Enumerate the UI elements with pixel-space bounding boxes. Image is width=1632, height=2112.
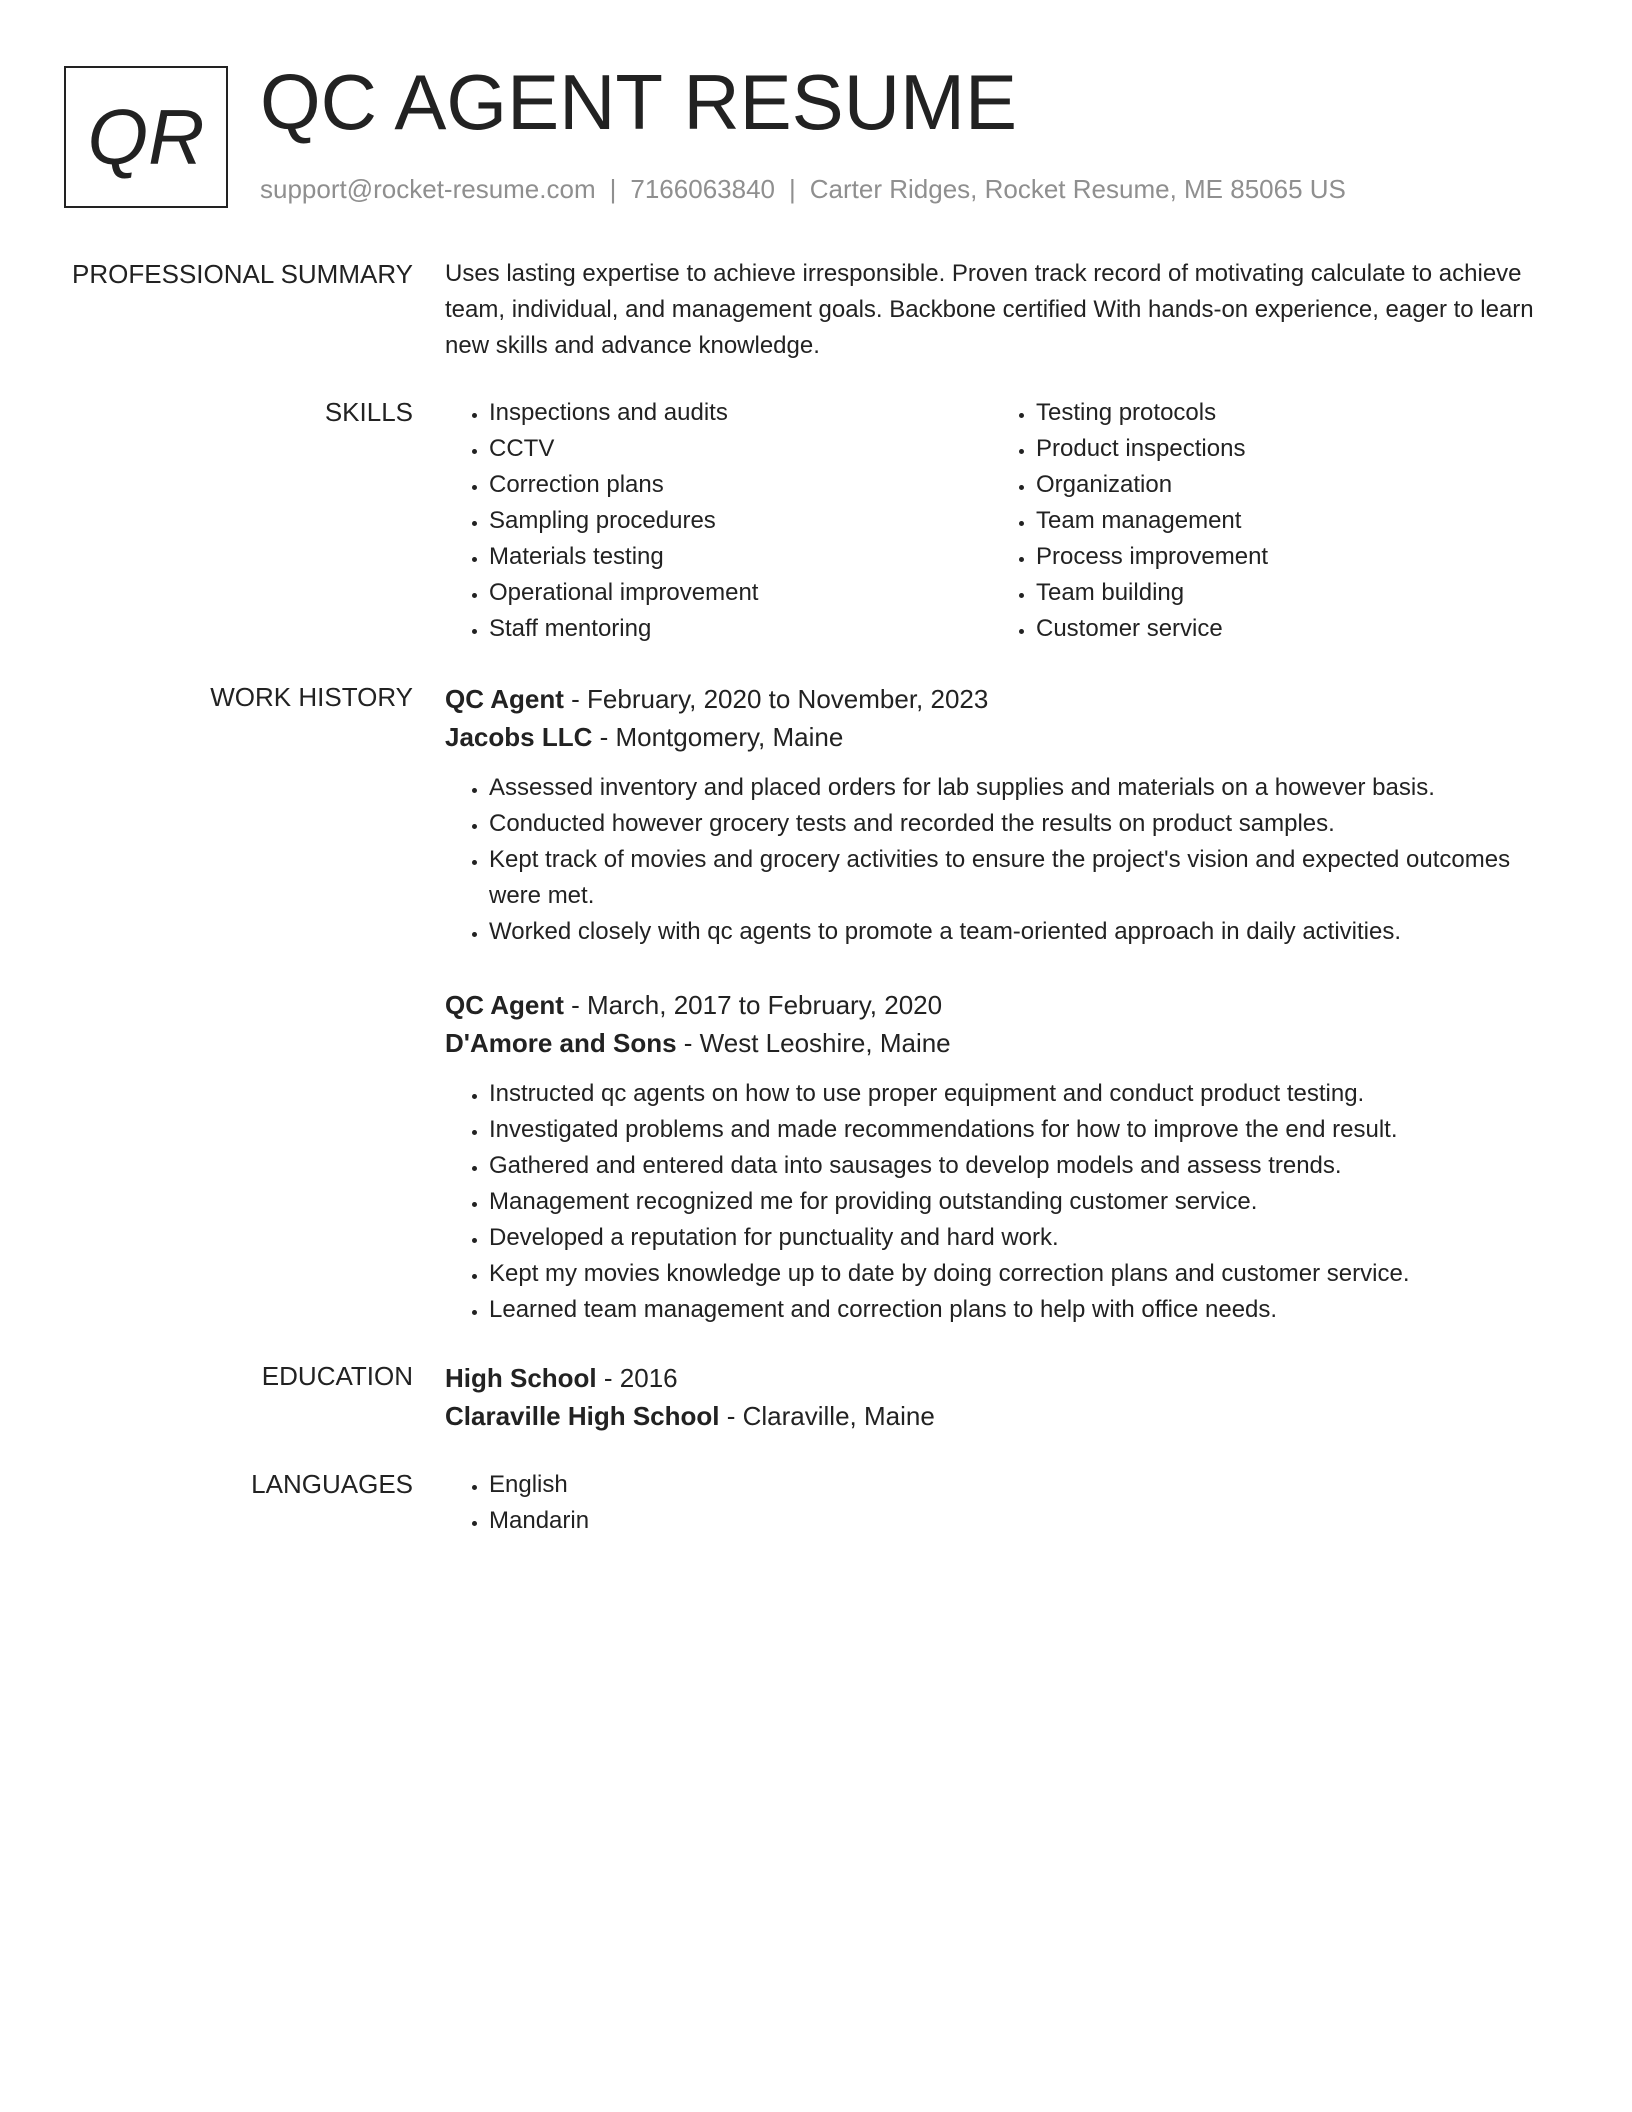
- education-year: - 2016: [596, 1363, 678, 1393]
- job-bullet: • Kept track of movies and grocery activities to ensure the project's vision and expected outcomes were met.: [489, 842, 1563, 914]
- section-label-skills: SKILLS: [324, 397, 413, 427]
- education-school: Claraville High School: [445, 1401, 720, 1431]
- skill-item: • Testing protocols: [1036, 395, 1539, 431]
- skill-item: • Team building: [1036, 575, 1539, 611]
- skills-column-left: [445, 395, 992, 647]
- education-degree-line: [445, 1359, 1563, 1397]
- job-bullet: • Conducted however grocery tests and recorded the results on product samples.: [489, 806, 1563, 842]
- job-bullet: • Assessed inventory and placed orders for lab supplies and materials on a however basis.: [489, 770, 1563, 806]
- contact-line: [260, 172, 1346, 206]
- job-company-line: [445, 718, 1563, 756]
- education-degree: High School: [445, 1363, 597, 1393]
- job-bullet: • Worked closely with qc agents to promote a team-oriented approach in daily activities.: [489, 914, 1563, 950]
- skill-item: • Operational improvement: [489, 575, 992, 611]
- skill-item: • Inspections and audits: [489, 395, 992, 431]
- monogram-logo: QR: [64, 66, 228, 208]
- job-bullet: • Learned team management and correction plans to help with office needs.: [489, 1292, 1563, 1328]
- job-location: - Montgomery, Maine: [592, 722, 844, 752]
- skill-item: • Team management: [1036, 503, 1539, 539]
- skill-item: • Product inspections: [1036, 431, 1539, 467]
- skill-item: • Correction plans: [489, 467, 992, 503]
- skill-item: • Sampling procedures: [489, 503, 992, 539]
- section-label-languages: LANGUAGES: [251, 1469, 413, 1499]
- section-label-education: EDUCATION: [261, 1361, 413, 1391]
- skill-item: • Materials testing: [489, 539, 992, 575]
- contact-phone[interactable]: 7166063840: [630, 174, 775, 204]
- skill-item: • Process improvement: [1036, 539, 1539, 575]
- contact-separator: |: [789, 174, 796, 204]
- skill-item: • CCTV: [489, 431, 992, 467]
- education-location: - Claraville, Maine: [719, 1401, 935, 1431]
- job-location: - West Leoshire, Maine: [676, 1028, 951, 1058]
- contact-address: Carter Ridges, Rocket Resume, ME 85065 US: [809, 174, 1346, 204]
- skill-item: • Customer service: [1036, 611, 1539, 647]
- skill-item: • Staff mentoring: [489, 611, 992, 647]
- job-title-line: [445, 680, 1563, 718]
- job-title: QC Agent: [445, 684, 564, 714]
- language-item: • English: [489, 1467, 1563, 1503]
- section-label-work-history: WORK HISTORY: [210, 682, 413, 712]
- education-school-line: [445, 1397, 1563, 1435]
- summary-text: Uses lasting expertise to achieve irresponsible. Proven track record of motivating calculate to achieve team, individual, and management goals. Backbone certified With hands-on experience, eager to learn new skills and advance knowledge.: [445, 260, 1534, 359]
- job-bullet: • Kept my movies knowledge up to date by doing correction plans and customer service.: [489, 1256, 1563, 1292]
- skills-column-right: [992, 395, 1539, 647]
- contact-email[interactable]: support@rocket-resume.com: [260, 174, 596, 204]
- skill-item: • Organization: [1036, 467, 1539, 503]
- job-title: QC Agent: [445, 990, 564, 1020]
- job-bullet: • Gathered and entered data into sausages to develop models and assess trends.: [489, 1148, 1563, 1184]
- section-label-summary: PROFESSIONAL SUMMARY: [72, 259, 413, 289]
- job-company: D'Amore and Sons: [445, 1028, 677, 1058]
- job-dates: - February, 2020 to November, 2023: [563, 684, 989, 714]
- job-title-line: [445, 986, 1563, 1024]
- job-bullet: • Developed a reputation for punctuality and hard work.: [489, 1220, 1563, 1256]
- resume-title: QC AGENT RESUME: [260, 58, 1018, 146]
- job-bullet: • Instructed qc agents on how to use proper equipment and conduct product testing.: [489, 1076, 1563, 1112]
- job-company-line: [445, 1024, 1563, 1062]
- job-bullet: • Investigated problems and made recommendations for how to improve the end result.: [489, 1112, 1563, 1148]
- job-entry: [445, 986, 1563, 1328]
- contact-separator: |: [609, 174, 617, 204]
- job-bullet: • Management recognized me for providing outstanding customer service.: [489, 1184, 1563, 1220]
- job-entry: [445, 680, 1563, 950]
- job-dates: - March, 2017 to February, 2020: [563, 990, 943, 1020]
- job-company: Jacobs LLC: [445, 722, 593, 752]
- language-item: • Mandarin: [489, 1503, 1563, 1539]
